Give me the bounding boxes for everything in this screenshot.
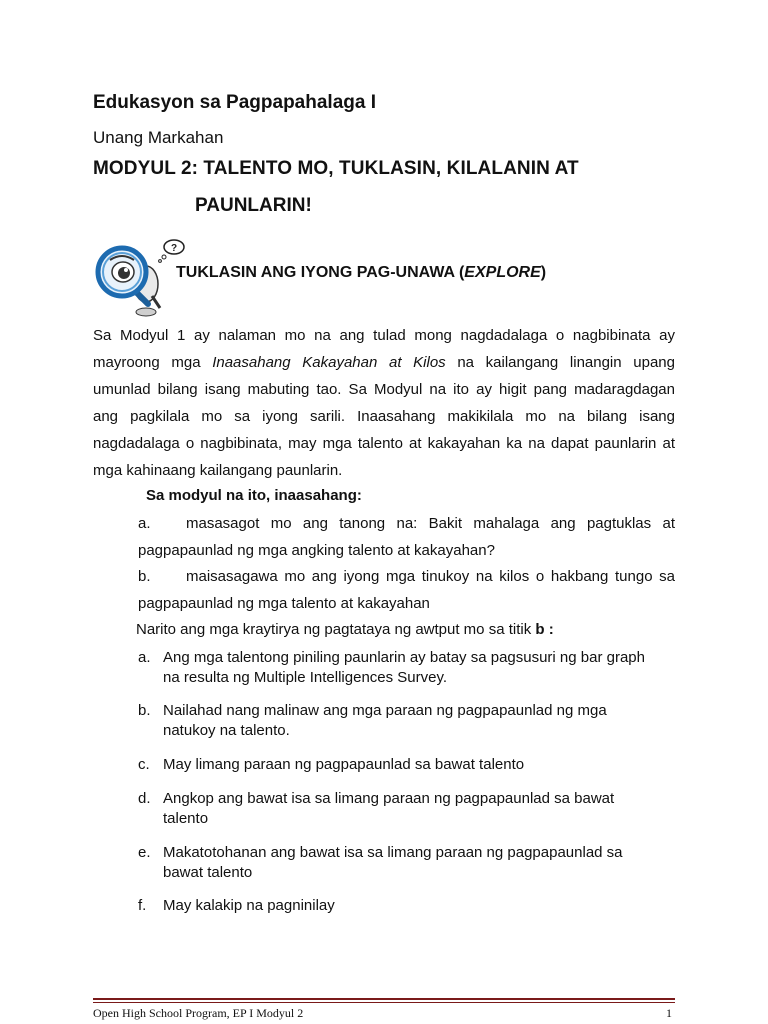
criteria-text <box>163 789 673 829</box>
criteria-intro <box>136 621 554 638</box>
subject-title: Edukasyon sa Pagpapahalaga I <box>93 92 376 113</box>
criteria-label: a. <box>138 649 151 666</box>
criteria-text-line: Nailahad nang malinaw ang mga paraan ng pagpapaunlad ng mga <box>163 702 607 719</box>
module-title-line1: MODYUL 2: TALENTO MO, TUKLASIN, KILALANIN AT <box>93 158 579 179</box>
footer-rule-thin <box>93 1002 675 1003</box>
criteria-text <box>163 648 673 688</box>
criteria-text <box>163 701 673 741</box>
intro-line: nagdadalaga o nagbibinata, may mga talento at kakayahan ka na dapat paunlarin at <box>93 435 675 452</box>
intro-line <box>93 349 675 376</box>
criteria-label: e. <box>138 844 151 861</box>
criteria-text-line: Ang mga talentong piniling paunlarin ay batay sa pagsusuri ng bar graph <box>163 649 645 666</box>
objective-text: maisasagawa mo ang iyong mga tinukoy na kilos o hakbang tungo sa <box>186 568 675 585</box>
intro-line: umunlad bilang isang mabuting tao. Sa Modyul na ito ay higit pang madaragdagan <box>93 381 675 398</box>
intro-paragraph <box>93 322 675 484</box>
objective-line <box>138 563 675 590</box>
section-title-close: ) <box>540 264 547 281</box>
section-title-main: TUKLASIN ANG IYONG PAG-UNAWA ( <box>176 264 465 281</box>
criteria-label: c. <box>138 756 150 773</box>
quarter-label: Unang Markahan <box>93 128 224 147</box>
objective-line: pagpapaunlad ng mga angking talento at kakayahan? <box>138 542 495 559</box>
criteria-label: f. <box>138 897 147 914</box>
module-title-line2: PAUNLARIN! <box>195 195 312 216</box>
intro-line: Sa Modyul 1 ay nalaman mo na ang tulad mong nagdadalaga o nagbibinata ay <box>93 327 675 344</box>
objective-text: masasagot mo ang tanong na: Bakit mahalaga ang pagtuklas at <box>186 515 675 532</box>
criteria-text-line: talento <box>163 810 209 827</box>
objective-a <box>138 510 675 564</box>
criteria-label: d. <box>138 790 151 807</box>
criteria-text-line: bawat talento <box>163 864 253 881</box>
criteria-intro-text: Narito ang mga kraytirya ng pagtataya ng awtput mo sa titik <box>136 621 536 638</box>
footer-rule <box>93 998 675 1000</box>
criteria-text-line: Makatotohanan ang bawat isa sa limang paraan ng pagpapaunlad sa <box>163 844 623 861</box>
objective-b <box>138 563 675 617</box>
intro-line-part: mayroong mga <box>93 354 213 371</box>
intro-line: ang pagkilala mo sa iyong sarili. Inaasahang makikilala mo na bilang isang <box>93 408 675 425</box>
objective-label: a. <box>138 515 151 532</box>
criteria-text-line: May kalakip na pagninilay <box>163 897 335 914</box>
criteria-text <box>163 843 673 883</box>
intro-line-italic: Inaasahang Kakayahan at Kilos <box>212 354 446 371</box>
criteria-text-line: na resulta ng Multiple Intelligences Survey. <box>163 669 448 686</box>
criteria-label: b. <box>138 702 151 719</box>
objective-line <box>138 510 675 537</box>
footer-program: Open High School Program, EP I Modyul 2 <box>93 1006 304 1020</box>
criteria-text-line: natukoy na talento. <box>163 722 290 739</box>
section-title <box>176 264 546 282</box>
objective-label: b. <box>138 568 151 585</box>
svg-text:?: ? <box>171 243 178 254</box>
criteria-text <box>163 896 673 916</box>
criteria-text <box>163 755 673 775</box>
intro-line-part: na kailangang linangin upang <box>445 354 675 371</box>
section-title-explore: EXPLORE <box>464 264 541 281</box>
intro-line: mga kahinaang kailangang paunlarin. <box>93 462 343 479</box>
page-number: 1 <box>666 1006 672 1020</box>
criteria-intro-bold: b : <box>535 621 554 638</box>
objective-line: pagpapaunlad ng mga talento at kakayahan <box>138 595 430 612</box>
criteria-text-line: May limang paraan ng pagpapaunlad sa bawat talento <box>163 756 525 773</box>
objectives-heading: Sa modyul na ito, inaasahang: <box>146 487 362 504</box>
criteria-text-line: Angkop ang bawat isa sa limang paraan ng pagpapaunlad sa bawat <box>163 790 615 807</box>
